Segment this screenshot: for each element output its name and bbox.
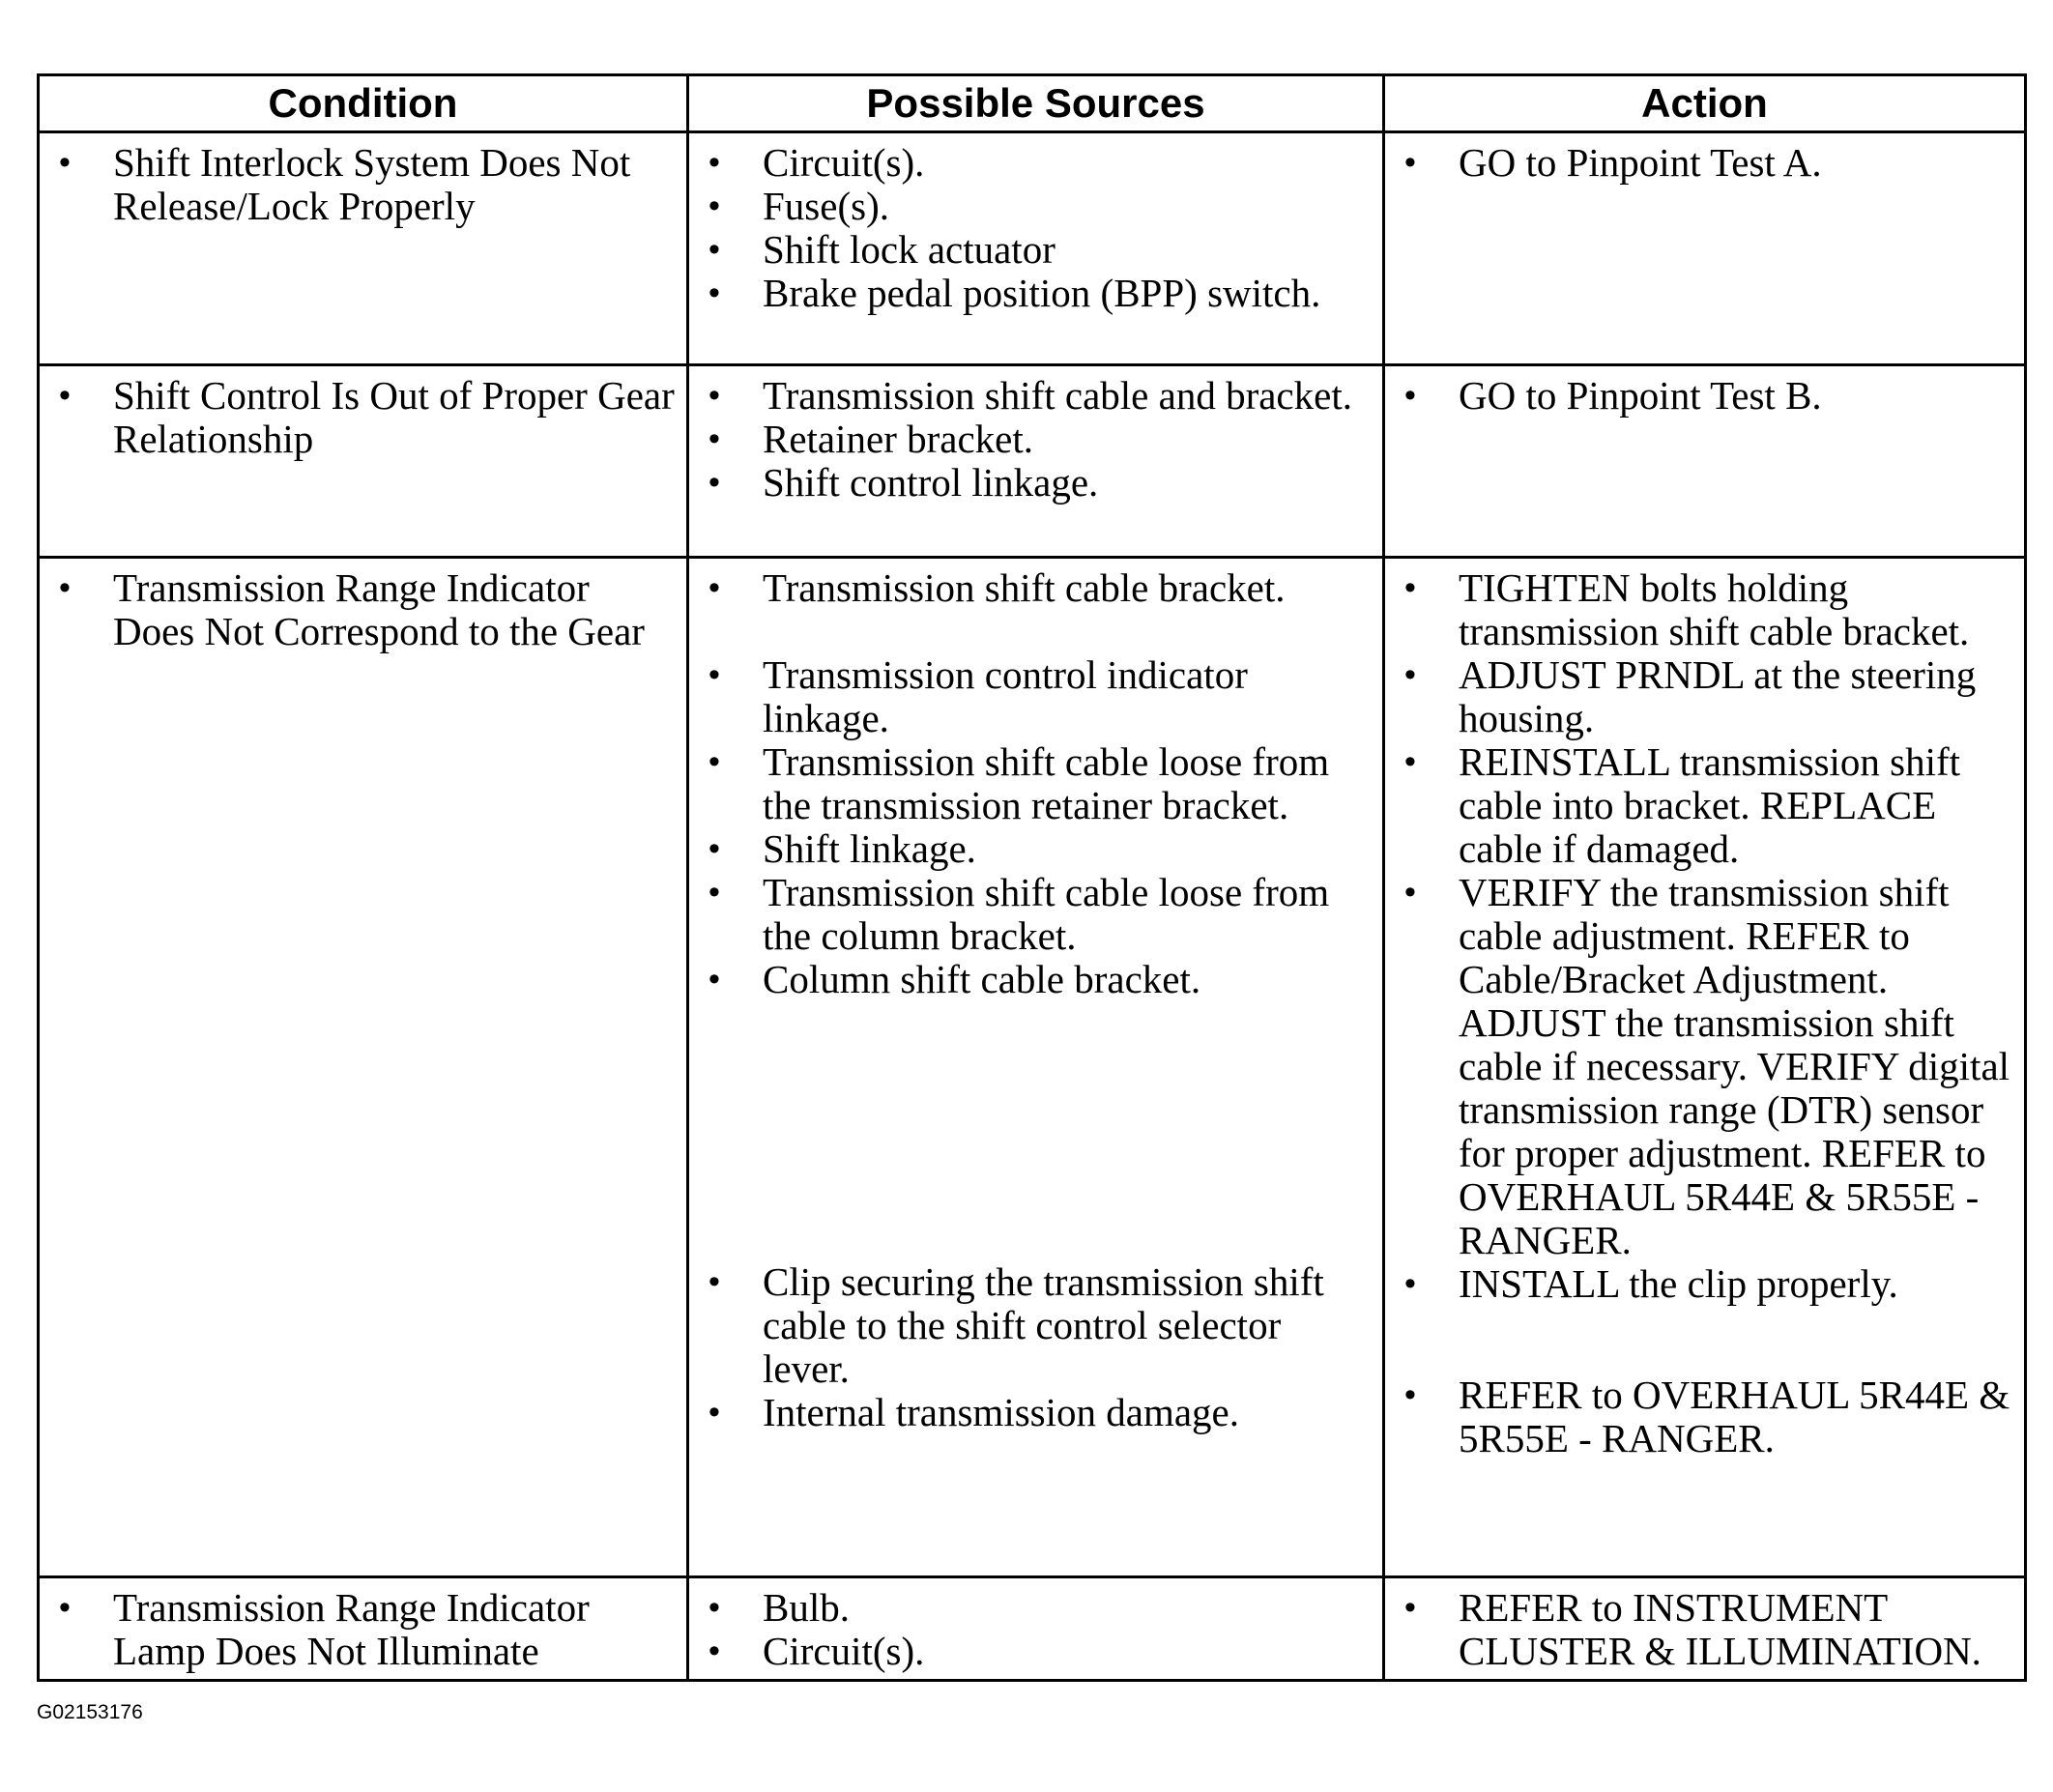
action-cell <box>1384 132 2026 365</box>
source-item: • Transmission shift cable and bracket. <box>703 374 1374 418</box>
table-row <box>39 365 2026 558</box>
figure-id: G02153176 <box>37 1701 143 1723</box>
source-item: • Circuit(s). <box>703 1630 1374 1673</box>
source-item: • Shift linkage. <box>703 827 1374 871</box>
source-item: • Brake pedal position (BPP) switch. <box>703 272 1374 315</box>
source-item: • Retainer bracket. <box>703 418 1374 461</box>
action-item: • REFER to INSTRUMENT CLUSTER & ILLUMINATION. <box>1399 1586 2016 1673</box>
condition-text: • Shift Interlock System Does Not Release/Lock Properly <box>53 141 679 228</box>
header-action: Action <box>1384 75 2026 132</box>
source-item: • Transmission shift cable loose from the transmission retainer bracket. <box>703 740 1374 827</box>
diagnosis-table <box>37 73 2027 1682</box>
condition-cell <box>39 132 688 365</box>
source-item: • Bulb. <box>703 1586 1374 1630</box>
source-item: • Fuse(s). <box>703 185 1374 228</box>
source-item: • Internal transmission damage. <box>703 1391 1374 1434</box>
header-row <box>39 75 2026 132</box>
condition-text: • Shift Control Is Out of Proper Gear Relationship <box>53 374 679 461</box>
condition-cell <box>39 1577 688 1681</box>
source-item: • Circuit(s). <box>703 141 1374 185</box>
source-item: • Transmission shift cable bracket. <box>703 566 1374 610</box>
action-item: • GO to Pinpoint Test B. <box>1399 374 2016 418</box>
source-item: • Column shift cable bracket. <box>703 958 1374 1001</box>
table-row <box>39 132 2026 365</box>
condition-text: • Transmission Range Indicator Does Not Correspond to the Gear <box>53 566 679 653</box>
action-item: • INSTALL the clip properly. <box>1399 1262 2016 1306</box>
action-item: • TIGHTEN bolts holding transmission shift cable bracket. <box>1399 566 2016 653</box>
sources-cell <box>688 1577 1384 1681</box>
condition-text: • Transmission Range Indicator Lamp Does Not Illuminate <box>53 1586 679 1673</box>
condition-cell <box>39 558 688 1577</box>
table-row <box>39 558 2026 1577</box>
source-item: • Clip securing the transmission shift cable to the shift control selector lever. <box>703 1260 1374 1391</box>
action-item: • ADJUST PRNDL at the steering housing. <box>1399 653 2016 740</box>
action-item: • GO to Pinpoint Test A. <box>1399 141 2016 185</box>
action-item: • REFER to OVERHAUL 5R44E & 5R55E - RANGER. <box>1399 1373 2016 1460</box>
action-cell <box>1384 558 2026 1577</box>
action-cell <box>1384 365 2026 558</box>
condition-cell <box>39 365 688 558</box>
source-item: • Transmission control indicator linkage. <box>703 653 1374 740</box>
sources-cell <box>688 132 1384 365</box>
sources-cell <box>688 558 1384 1577</box>
sources-cell <box>688 365 1384 558</box>
source-item: • Shift control linkage. <box>703 461 1374 505</box>
source-item: • Shift lock actuator <box>703 228 1374 272</box>
header-condition: Condition <box>39 75 688 132</box>
action-item: • REINSTALL transmission shift cable into bracket. REPLACE cable if damaged. <box>1399 740 2016 871</box>
table-row <box>39 1577 2026 1681</box>
header-possible-sources: Possible Sources <box>688 75 1384 132</box>
source-item: • Transmission shift cable loose from the column bracket. <box>703 871 1374 958</box>
action-item: • VERIFY the transmission shift cable adjustment. REFER to Cable/Bracket Adjustment. ADJUST the transmission shift cable if necessary. VERIFY digital transmission range (DTR) sensor for proper adjustment. REFER to OVERHAUL 5R44E & 5R55E - RANGER. <box>1399 871 2016 1262</box>
action-cell <box>1384 1577 2026 1681</box>
